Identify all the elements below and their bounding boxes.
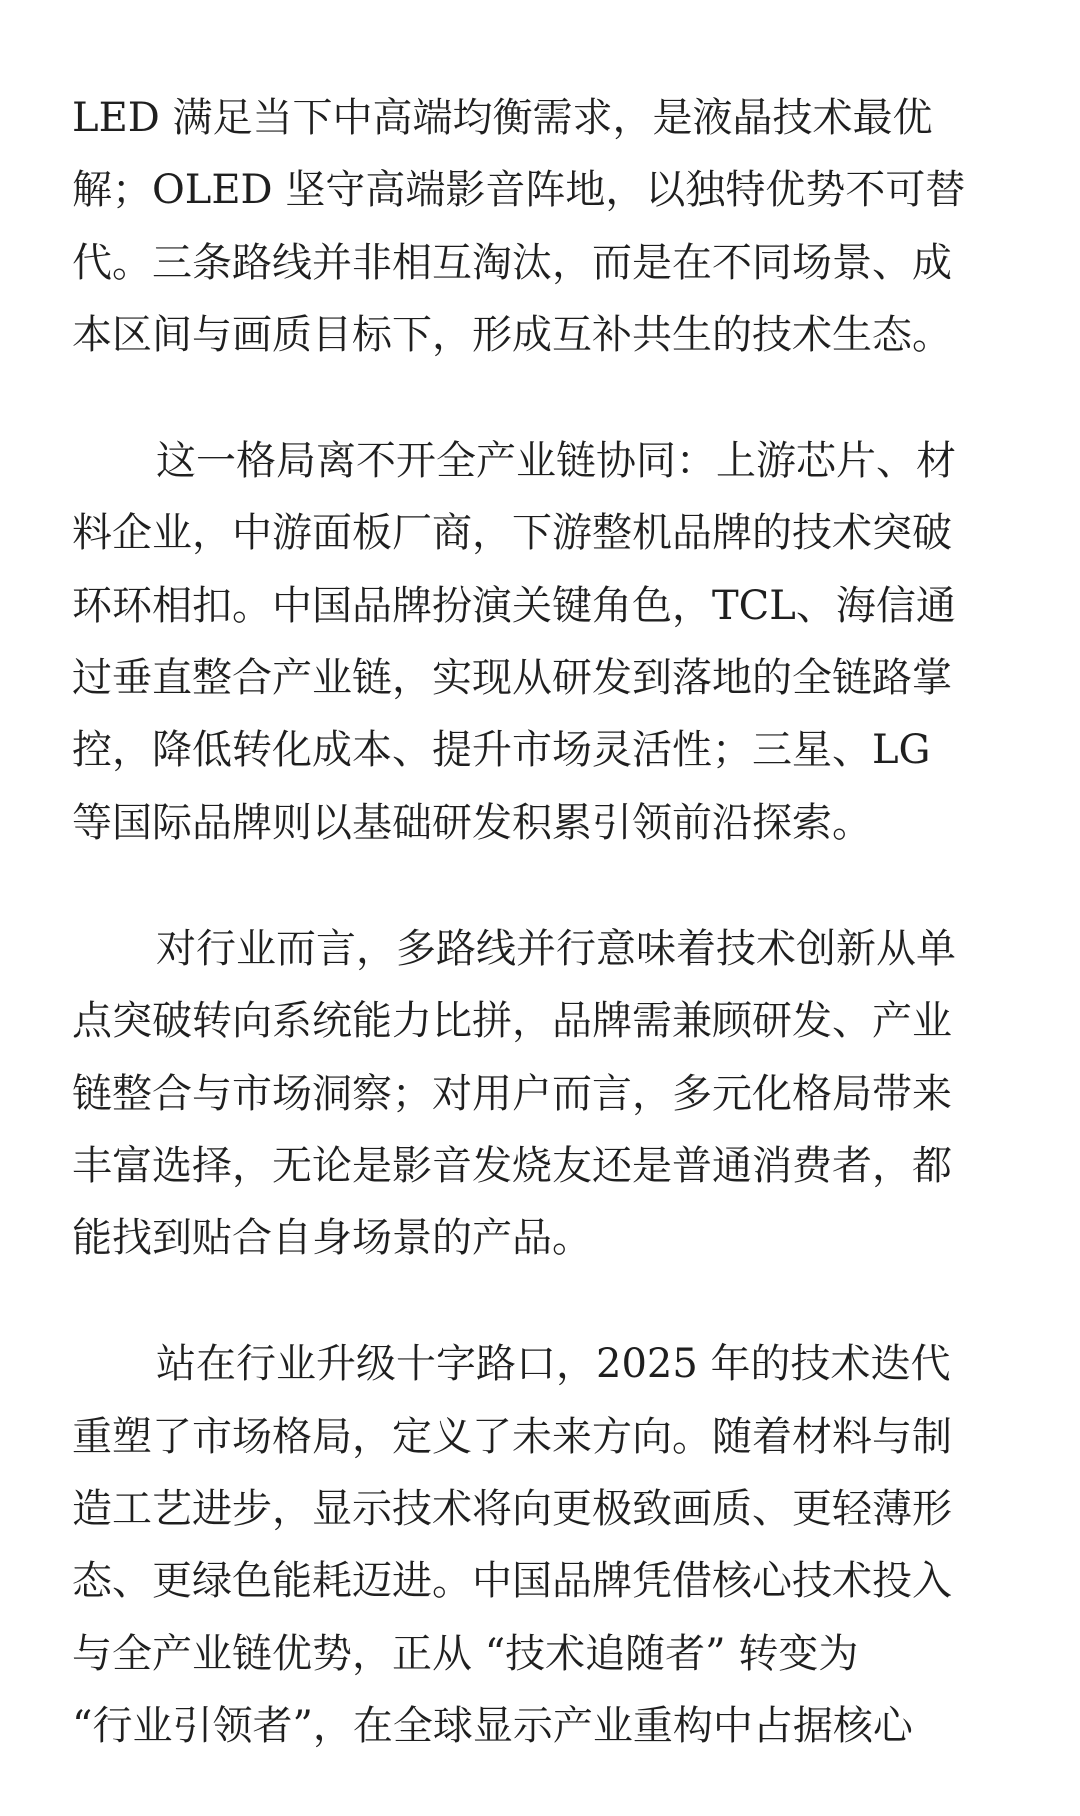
text-line: 解；OLED 坚守高端影音阵地，以独特优势不可替 (72, 167, 966, 214)
text-line: 这一格局离不开全产业链协同：上游芯片、材 (156, 438, 956, 485)
text-line: 对行业而言，多路线并行意味着技术创新从单 (156, 925, 956, 972)
paragraph-3 (72, 913, 1008, 1274)
text-line: 料企业，中游面板厂商，下游整机品牌的技术突破 (72, 510, 952, 557)
text-line: 控，降低转化成本、提升市场灵活性；三星、LG (72, 727, 931, 774)
text-line: 链整合与市场洞察；对用户而言，多元化格局带来 (72, 1070, 952, 1117)
paragraph-4 (72, 1328, 1008, 1762)
text-line: 本区间与画质目标下，形成互补共生的技术生态。 (72, 311, 952, 358)
paragraph-2 (72, 425, 1008, 859)
article-body (72, 82, 1008, 1816)
text-line: 态、更绿色能耗迈进。中国品牌凭借核心技术投入 (72, 1558, 952, 1605)
text-line: 点突破转向系统能力比拼，品牌需兼顾研发、产业 (72, 998, 952, 1045)
text-line: 代。三条路线并非相互淘汰，而是在不同场景、成 (72, 239, 952, 286)
text-line: 等国际品牌则以基础研发积累引领前沿探索。 (72, 799, 872, 846)
text-line: 能找到贴合自身场景的产品。 (72, 1215, 592, 1262)
text-line: 造工艺进步，显示技术将向更极致画质、更轻薄形 (72, 1486, 952, 1533)
text-line: 环环相扣。中国品牌扮演关键角色，TCL、海信通 (72, 582, 956, 629)
text-line: 丰富选择，无论是影音发烧友还是普通消费者，都 (72, 1142, 952, 1189)
paragraph-1 (72, 82, 1008, 371)
text-line: 与全产业链优势，正从 “技术追随者” 转变为 (72, 1630, 859, 1677)
text-line: 重塑了市场格局，定义了未来方向。随着材料与制 (72, 1413, 952, 1460)
text-line: 站在行业升级十字路口，2025 年的技术迭代 (156, 1341, 951, 1388)
text-line: “行业引领者”，在全球显示产业重构中占据核心 (72, 1702, 913, 1749)
text-line: 过垂直整合产业链，实现从研发到落地的全链路掌 (72, 655, 952, 702)
text-line: LED 满足当下中高端均衡需求，是液晶技术最优 (72, 95, 933, 141)
